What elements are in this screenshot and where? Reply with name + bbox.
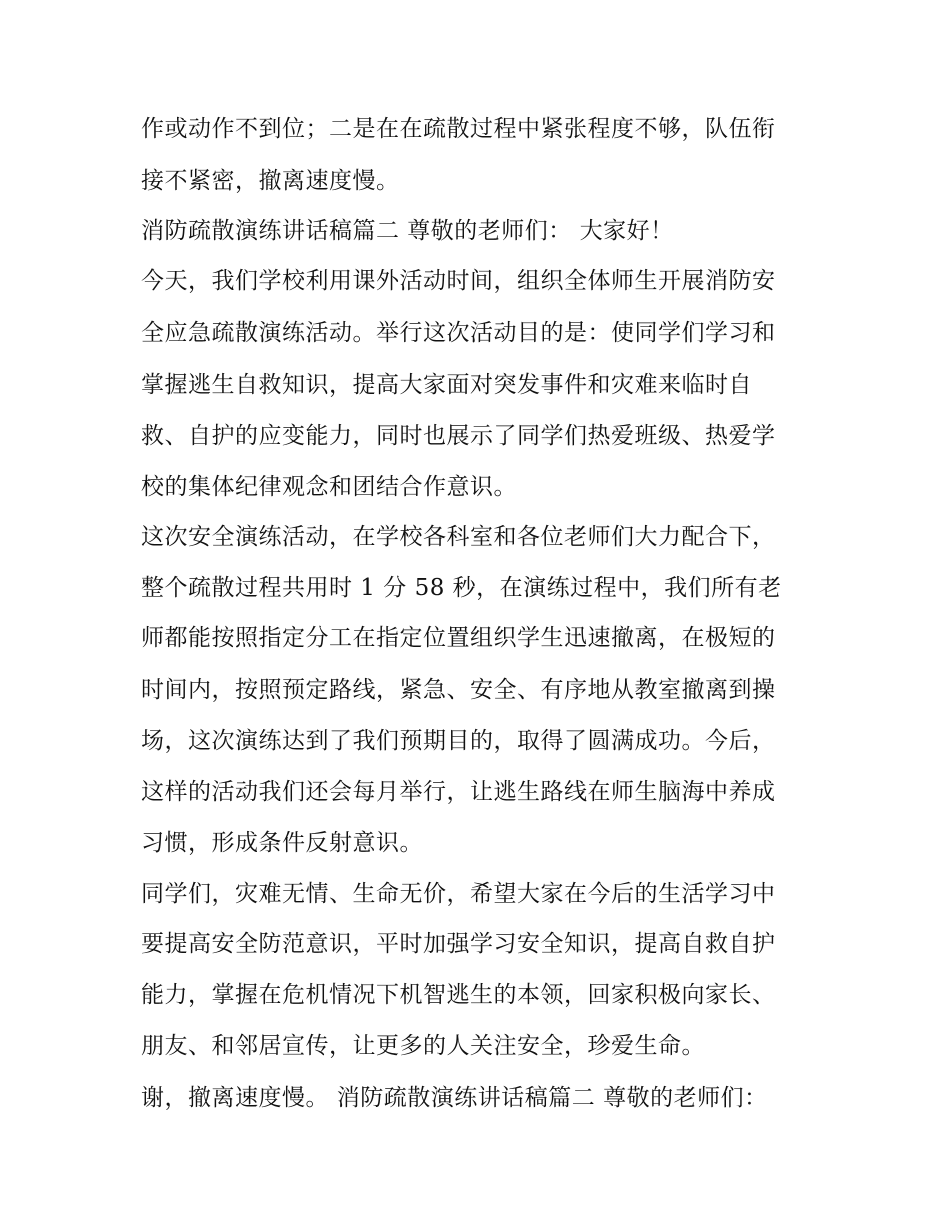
text-line: 师都能按照指定分工在指定位置组织学生迅速撤离，在极短的	[141, 625, 776, 651]
text-line: 作或动作不到位；二是在在疏散过程中紧张程度不够，队伍衔	[141, 116, 776, 142]
text-line: 救、自护的应变能力，同时也展示了同学们热爱班级、热爱学	[141, 423, 776, 449]
text-line: 掌握逃生自救知识，提高大家面对突发事件和灾难来临时自	[141, 372, 752, 398]
text-line: 朋友、和邻居宣传，让更多的人关注安全，珍爱生命。	[141, 1033, 705, 1059]
text-line: 场，这次演练达到了我们预期目的，取得了圆满成功。今后，	[141, 728, 776, 754]
text-line: 同学们，灾难无情、生命无价，希望大家在今后的生活学习中	[141, 881, 776, 907]
text-line: 接不紧密，撤离速度慢。	[141, 168, 400, 194]
text-line: 今天，我们学校利用课外活动时间，组织全体师生开展消防安	[141, 268, 776, 294]
text-line: 全应急疏散演练活动。举行这次活动目的是：使同学们学习和	[141, 320, 776, 346]
text-line: 能力，掌握在危机情况下机智逃生的本领，回家积极向家长、	[141, 982, 776, 1008]
text-line: 谢，撤离速度慢。 消防疏散演练讲话稿篇二 尊敬的老师们：	[141, 1085, 768, 1111]
text-line: 习惯，形成条件反射意识。	[141, 830, 423, 856]
text-line: 这样的活动我们还会每月举行，让逃生路线在师生脑海中养成	[141, 779, 776, 805]
text-line: 这次安全演练活动，在学校各科室和各位老师们大力配合下，	[141, 524, 776, 550]
text-line: 时间内，按照预定路线，紧急、安全、有序地从教室撤离到操	[141, 677, 776, 703]
text-line: 整个疏散过程共用时 1 分 58 秒，在演练过程中，我们所有老	[141, 575, 782, 601]
text-line: 消防疏散演练讲话稿篇二 尊敬的老师们： 大家好！	[141, 218, 674, 244]
text-line: 要提高安全防范意识，平时加强学习安全知识，提高自救自护	[141, 931, 776, 957]
text-line: 校的集体纪律观念和团结合作意识。	[141, 474, 517, 500]
